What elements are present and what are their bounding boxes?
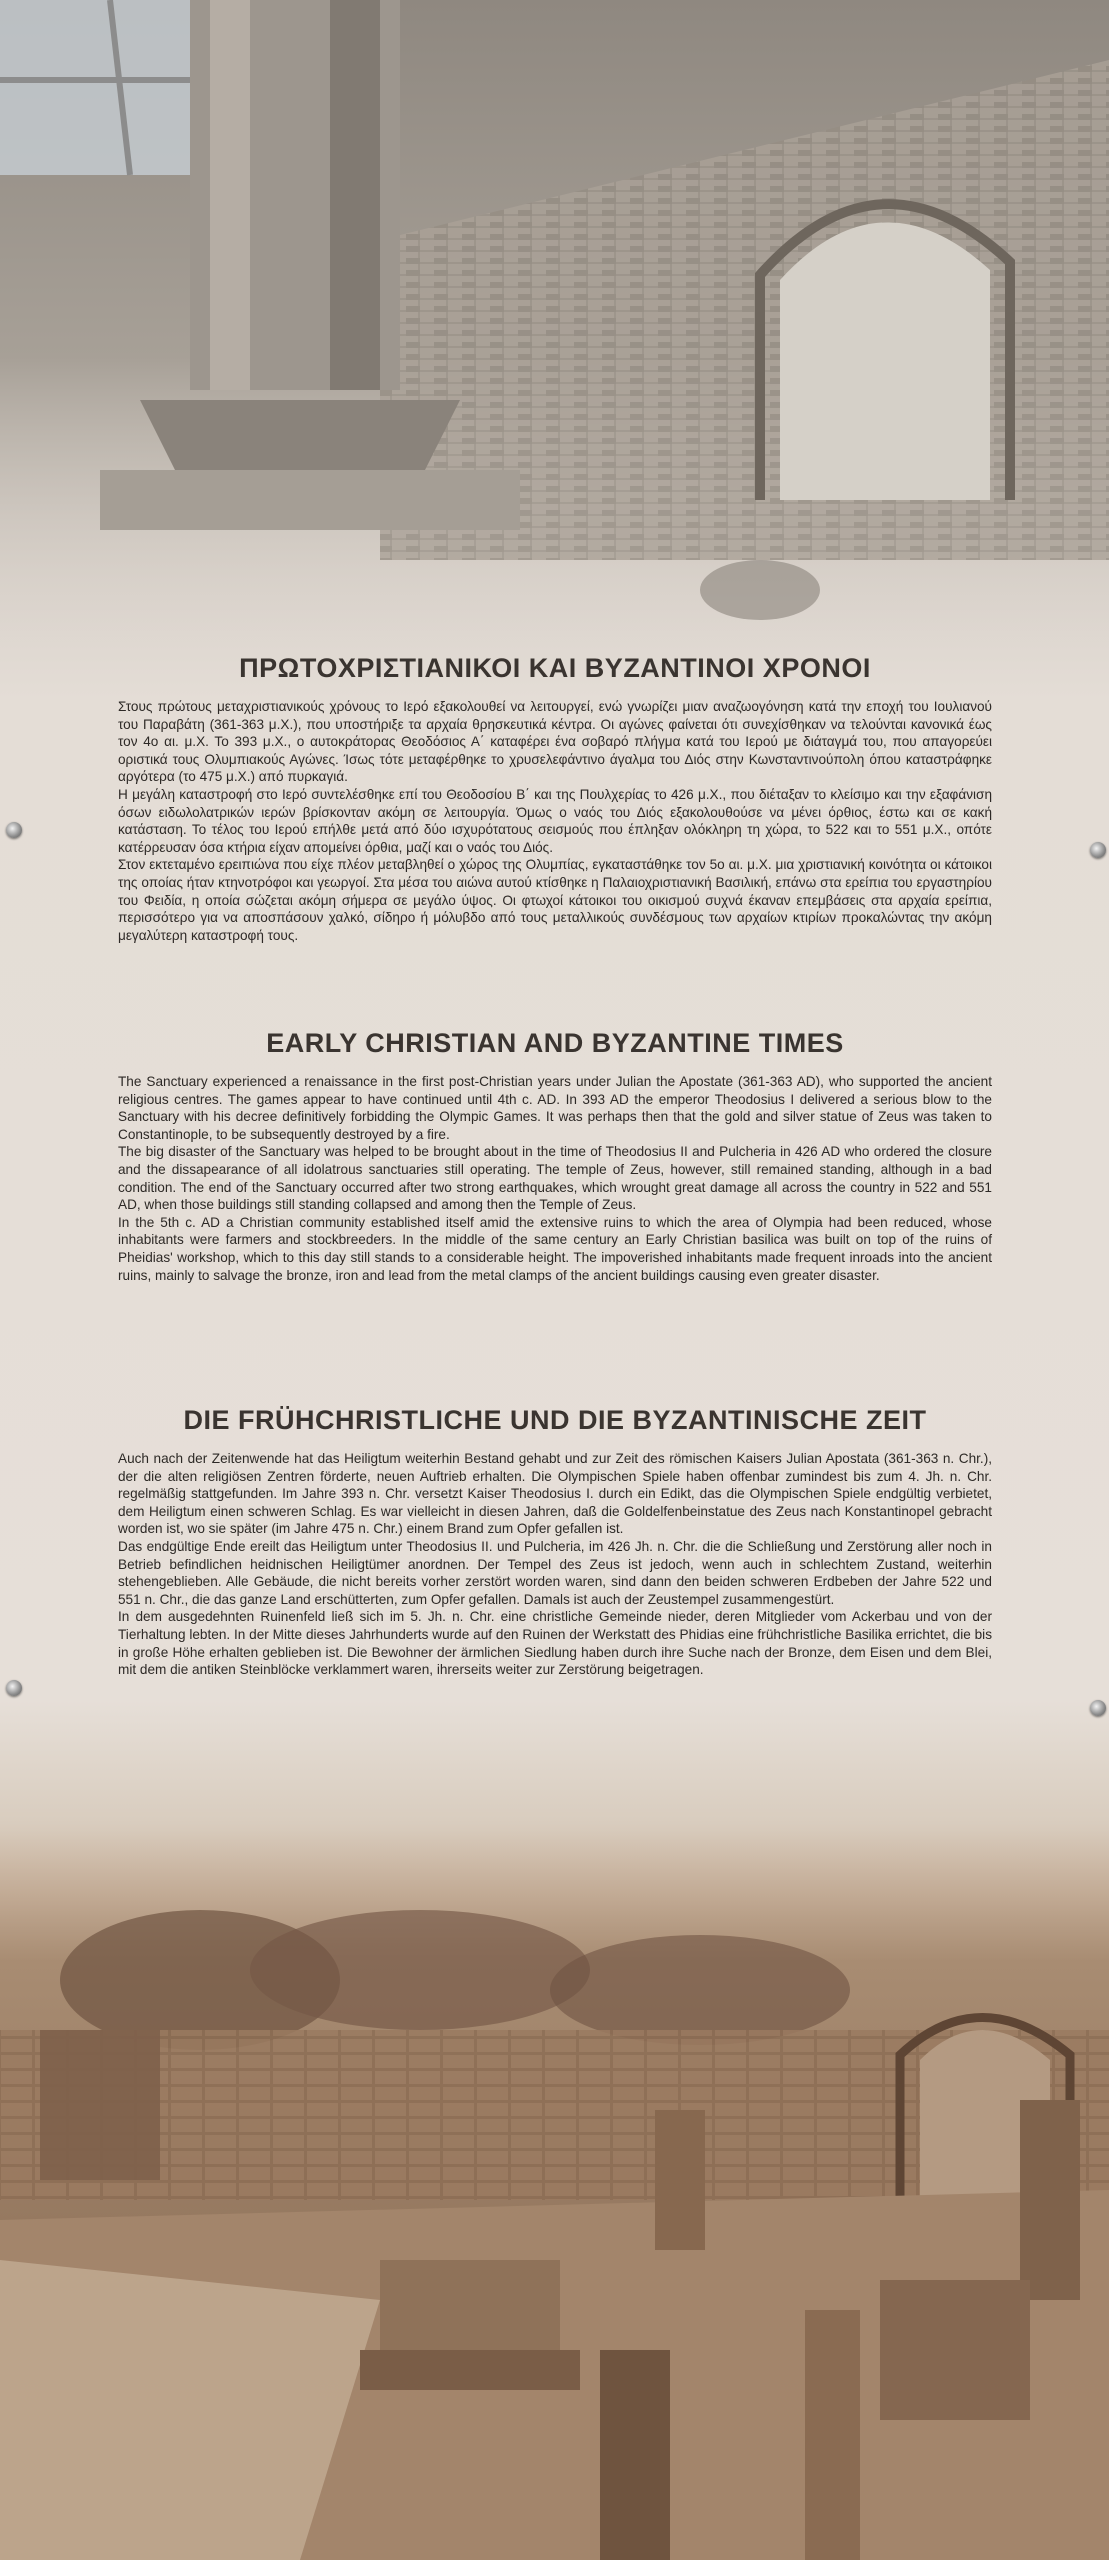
german-paragraph: Das endgültige Ende ereilt das Heiligtum unter Theodosius II. und Pulcheria, im 426 Jh. n. Chr. die die Schließung und Zerstörung aller noch in Betrieb befindlichen heidnischen Heiligtümer anordnen. Der Tempel des Zeus ist jedoch, wenn auch in schlechtem Zustand, weiterhin stehengeblieben. Alle Gebäude, die nicht bereits vorher zerstört worden waren, sind dann den beiden schweren Erdbeben der Jahre 522 und 551 n. Chr., die das ganze Land erschütterten, zum Opfer gefallen. Damals ist auch der Zeustempel zusammengestürt.: [118, 1538, 992, 1607]
greek-paragraph: Στον εκτεταμένο ερειπιώνα που είχε πλέον μεταβληθεί ο χώρος της Ολυμπίας, εγκαταστάθηκε τον 5ο αι. μ.Χ. μια χριστιανική κοινότητα οι κάτοικοι της οποίας ήταν κτηνοτρόφοι και γεωργοί. Στα μέσα του αιώνα αυτού κτίσθηκε η Παλαιοχριστιανική Βασιλική, επάνω στα ερείπια του εργαστηρίου του Φειδία, η οποία σώζεται ακόμη σήμερα σε μεγάλο ύψος. Οι φτωχοί κάτοικοι του οικισμού συχνά έκαναν επεμβάσεις στα αρχαία ερείπια, περισσότερο για να αποσπάσουν χαλκό, σίδηρο ή μόλυβδο από τους μεταλλικούς συνδέσμους των αρχαίων κτιρίων προκαλώντας την ακόμη μεγαλύτερη καταστροφή τους.: [118, 857, 992, 943]
german-section: [118, 1405, 992, 1679]
english-paragraph: The Sanctuary experienced a renaissance in the first post-Christian years under Julian the Apostate (361-363 AD), who supported the ancient religious centres. The games appear to have continued until 4th c. AD. In 393 AD the emperor Theodosius I delivered a serious blow to the Sanctuary with his decree definitively forbidding the Olympic Games. It was perhaps then that the gold and silver statue of Zeus was taken to Constantinople, to be subsequently destroyed by a fire.: [118, 1074, 992, 1142]
english-paragraph: In the 5th c. AD a Christian community established itself amid the extensive ruins to which the area of Olympia had been reduced, whose inhabitants were farmers and stockbreeders. In the middle of the same century an Early Christian basilica was built on top of the ruins of Pheidias' workshop, which to this day still stands to a considerable height. The impoverished inhabitants made frequent inroads into the ancient ruins, mainly to salvage the bronze, iron and lead from the metal clamps of the ancient buildings causing even greater disaster.: [118, 1214, 992, 1283]
greek-paragraph: Η μεγάλη καταστροφή στο Ιερό συντελέσθηκε επί του Θεοδοσίου Β΄ και της Πουλχερίας το 426 μ.Χ., που διέταξαν το κλείσιμο και την εξαφάνιση όσων ειδωλολατρικών ιερών βρίσκονταν ακόμη σε λειτουργία. Όμως ο ναός του Διός εξακολουθούσε να μένει όρθιος, έστω και σε κακή κατάσταση. Το τέλος του Ιερού επήλθε μετά από δύο ισχυρότατους σεισμούς που έπληξαν ολόκληρη τη χώρα, το 522 και το 551 μ.Χ., οπότε κατέρρευσαν όσα κτήρια είχαν απομείνει όρθια, μαζί και ο ναός του Διός.: [118, 786, 992, 855]
english-paragraph: The big disaster of the Sanctuary was helped to be brought about in the time of Theodosius II and Pulcheria in 426 AD who ordered the closure and the dissapearance of all idolatrous sanctuaries still operating. The temple of Zeus, however, still remained standing, although in a bad condition. The end of the Sanctuary occurred after two strong earthquakes, which wrought great damage all across the country in 522 and 551 AD, when those buildings still standing collapsed and among then the Temple of Zeus.: [118, 1144, 992, 1213]
english-section: [118, 1028, 992, 1284]
bottom-ruins-photo: [0, 1830, 1109, 2560]
greek-title: ΠΡΩΤΟΧΡΙΣΤΙΑΝΙΚΟΙ ΚΑΙ ΒΥΖΑΝΤΙΝΟΙ ΧΡΟΝΟΙ: [239, 653, 871, 683]
greek-paragraph: Στους πρώτους μεταχριστιανικούς χρόνους το Ιερό εξακολουθεί να λειτουργεί, ενώ γνωρίζει μιαν αναζωογόνηση κατά την εποχή του Ιουλιανού του Παραβάτη (361-363 μ.Χ.), που υποστήριξε τα αρχαία θρησκευτικά κέντρα. Οι αγώνες φαίνεται ότι συνεχίσθηκαν να τελούνται κανονικά έως τον 4ο αι. μ.Χ. Το 393 μ.Χ., ο αυτοκράτορας Θεοδόσιος Α΄ καταφέρει ένα σοβαρό πλήγμα κατά του Ιερού με διάταγμά του, που απαγορεύει οριστικά τους Ολυμπιακούς Αγώνες. Ίσως τότε μεταφέρθηκε το χρυσελεφάντινο άγαλμα του Διός στην Κωνσταντινούπολη όπου καταστράφηκε αργότερα (το 475 μ.Χ.) από πυρκαγιά.: [118, 699, 992, 785]
screw-top-right: [1090, 842, 1106, 858]
greek-section: [118, 653, 992, 944]
screw-top-left: [6, 822, 22, 838]
screw-bottom-left: [6, 1680, 22, 1696]
english-body: [118, 1073, 992, 1284]
german-paragraph: Auch nach der Zeitenwende hat das Heiligtum weiterhin Bestand gehabt und zur Zeit des römischen Kaisers Julian Apostata (361-363 n. Chr.), der die alten religiösen Zentren förderte, neuen Auftrieb erhalten. Die Olympischen Spiele haben offenbar zumindest bis zum 4. Jh. n. Chr. regelmäßig stattgefunden. Im Jahre 393 n. Chr. versetzt Kaiser Theodosius I. durch ein Edikt, das die Olympischen Spiele endgültig verbietet, dem Heiligtum einen schweren Schlag. Es war vielleicht in diesen Jahren, daß die Goldelfenbeinstatue des Zeus nach Konstantinopel gebracht worden ist, wo sie später (im Jahre 475 n. Chr.) einem Brand zum Opfer gefallen ist.: [118, 1451, 992, 1537]
german-title: DIE FRÜHCHRISTLICHE UND DIE BYZANTINISCHE ZEIT: [183, 1405, 927, 1435]
english-title: EARLY CHRISTIAN AND BYZANTINE TIMES: [266, 1028, 844, 1058]
german-body: [118, 1450, 992, 1679]
top-ruins-photo: [0, 0, 1109, 650]
greek-body: [118, 698, 992, 944]
screw-bottom-right: [1090, 1700, 1106, 1716]
german-paragraph: In dem ausgedehnten Ruinenfeld ließ sich im 5. Jh. n. Chr. eine christliche Gemeinde nieder, deren Mitglieder vom Ackerbau und von der Tierhaltung lebten. In der Mitte dieses Jahrhunderts wurde auf den Ruinen der Werkstatt des Phidias eine frühchristliche Basilika errichtet, die bis in große Höhe erhalten geblieben ist. Die Bewohner der ärmlichen Siedlung haben durch ihre Suche nach der Bronze, dem Eisen und dem Blei, mit dem die antiken Steinblöcke verklammert waren, ihrerseits weiter zur Zerstörung beigetragen.: [118, 1609, 992, 1678]
